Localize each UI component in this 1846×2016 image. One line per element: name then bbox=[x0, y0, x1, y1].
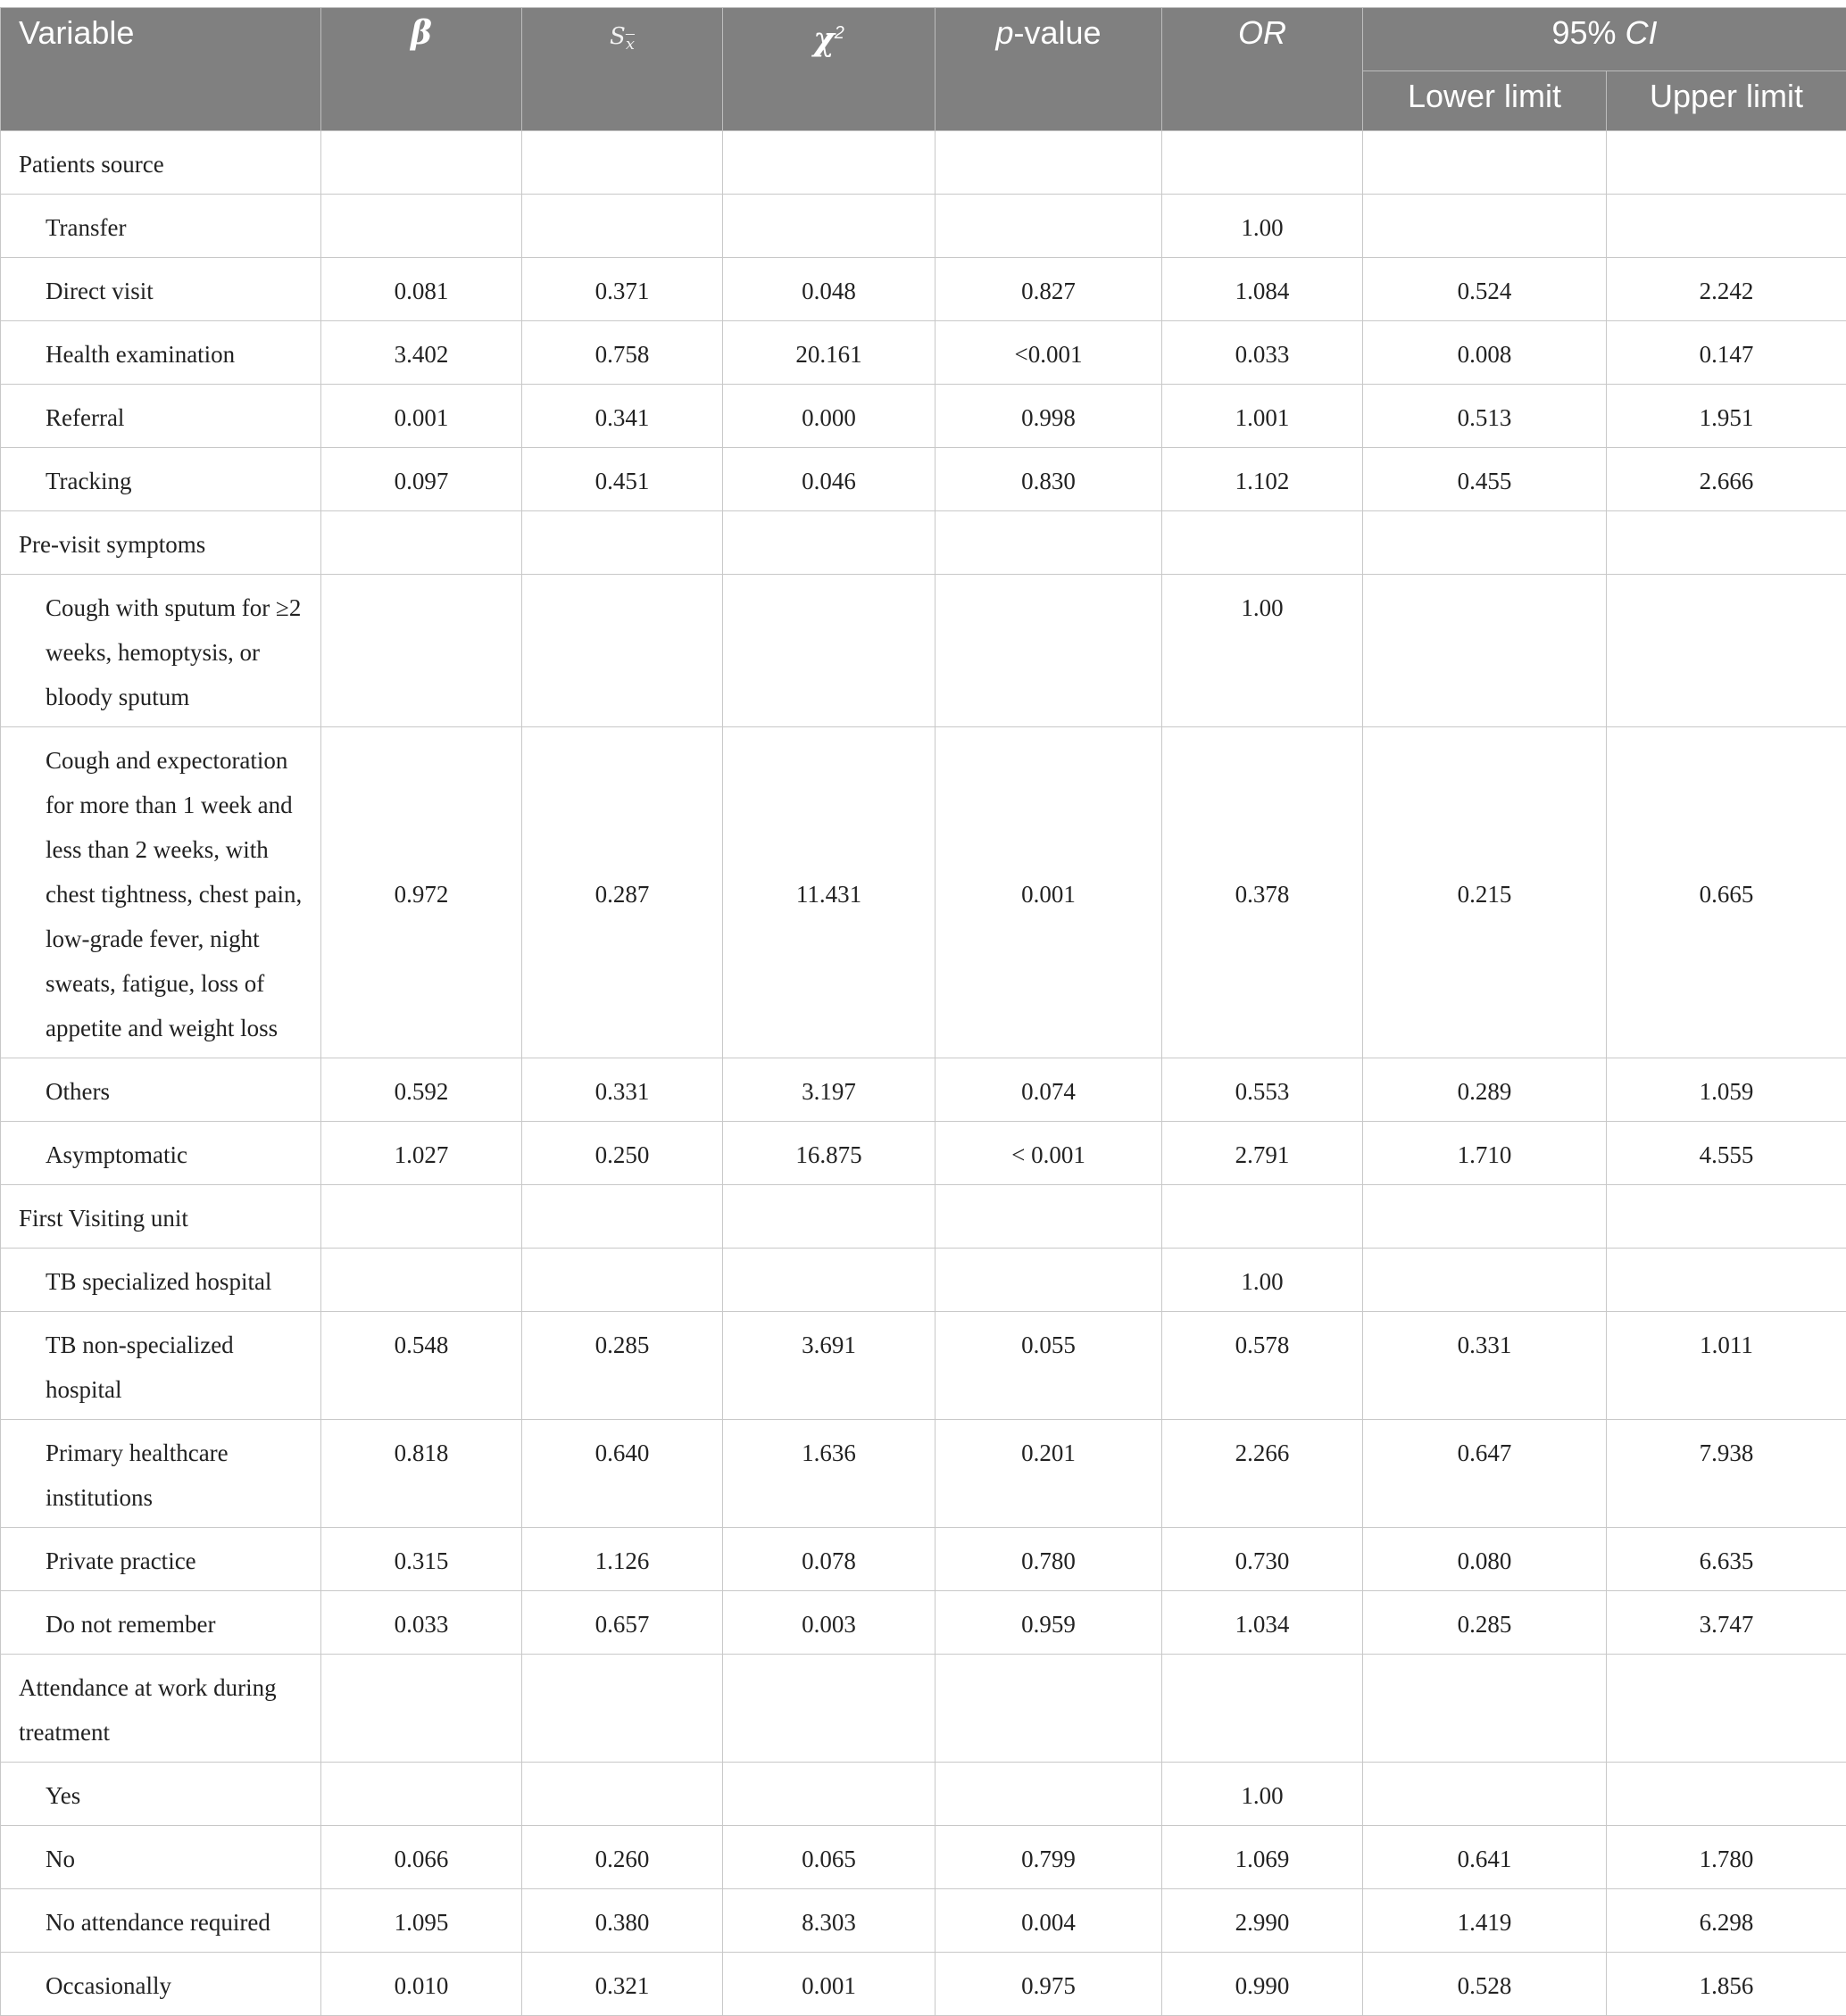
cell-sx: 0.321 bbox=[522, 1953, 723, 2016]
cell-sx: 0.260 bbox=[522, 1826, 723, 1889]
cell-p bbox=[935, 131, 1162, 195]
header-p-value: p-value bbox=[935, 8, 1162, 131]
row-label: Primary healthcare institutions bbox=[1, 1420, 321, 1528]
cell-beta: 0.097 bbox=[321, 448, 522, 511]
group-row bbox=[1, 1655, 1846, 1763]
cell-lower: 0.008 bbox=[1363, 321, 1607, 385]
cell-upper bbox=[1607, 511, 1846, 575]
cell-or: 2.990 bbox=[1162, 1889, 1363, 1953]
cell-lower: 1.419 bbox=[1363, 1889, 1607, 1953]
table-row bbox=[1, 575, 1846, 727]
header-beta: β bbox=[321, 8, 522, 131]
cell-lower: 0.528 bbox=[1363, 1953, 1607, 2016]
table-row bbox=[1, 1889, 1846, 1953]
table-row bbox=[1, 258, 1846, 321]
cell-lower: 0.080 bbox=[1363, 1528, 1607, 1591]
cell-lower: 0.331 bbox=[1363, 1312, 1607, 1420]
cell-upper: 2.242 bbox=[1607, 258, 1846, 321]
cell-lower bbox=[1363, 1249, 1607, 1312]
cell-p: 0.975 bbox=[935, 1953, 1162, 2016]
cell-chi2: 0.065 bbox=[723, 1826, 935, 1889]
cell-or bbox=[1162, 1655, 1363, 1763]
cell-p: 0.055 bbox=[935, 1312, 1162, 1420]
cell-lower bbox=[1363, 1763, 1607, 1826]
row-label: Others bbox=[1, 1058, 321, 1122]
cell-sx: 1.126 bbox=[522, 1528, 723, 1591]
cell-upper: 1.951 bbox=[1607, 385, 1846, 448]
row-label: Cough and expectoration for more than 1 week and less than 2 weeks, with chest tightness, chest pain, low-grade fever, night sweats, fatigue, loss of appetite and weight loss bbox=[1, 727, 321, 1058]
header-upper-limit: Upper limit bbox=[1607, 71, 1846, 131]
cell-p: 0.780 bbox=[935, 1528, 1162, 1591]
cell-or bbox=[1162, 511, 1363, 575]
row-label: Tracking bbox=[1, 448, 321, 511]
cell-beta: 0.001 bbox=[321, 385, 522, 448]
row-label: Transfer bbox=[1, 195, 321, 258]
group-label: Attendance at work during treatment bbox=[1, 1655, 321, 1763]
cell-or: 0.990 bbox=[1162, 1953, 1363, 2016]
table-row bbox=[1, 1420, 1846, 1528]
cell-beta: 3.402 bbox=[321, 321, 522, 385]
cell-chi2: 0.001 bbox=[723, 1953, 935, 2016]
table-row bbox=[1, 1591, 1846, 1655]
table-header bbox=[1, 8, 1846, 131]
regression-table bbox=[0, 7, 1846, 2016]
cell-p: 0.004 bbox=[935, 1889, 1162, 1953]
cell-chi2 bbox=[723, 1763, 935, 1826]
cell-upper bbox=[1607, 131, 1846, 195]
cell-upper bbox=[1607, 195, 1846, 258]
cell-sx: 0.287 bbox=[522, 727, 723, 1058]
table-row bbox=[1, 321, 1846, 385]
cell-upper: 0.665 bbox=[1607, 727, 1846, 1058]
header-variable: Variable bbox=[1, 8, 321, 131]
cell-or: 0.578 bbox=[1162, 1312, 1363, 1420]
cell-lower bbox=[1363, 195, 1607, 258]
cell-lower: 1.710 bbox=[1363, 1122, 1607, 1185]
row-label: No bbox=[1, 1826, 321, 1889]
cell-sx: 0.371 bbox=[522, 258, 723, 321]
group-label: Pre-visit symptoms bbox=[1, 511, 321, 575]
cell-or: 1.034 bbox=[1162, 1591, 1363, 1655]
cell-or: 2.266 bbox=[1162, 1420, 1363, 1528]
row-label: Private practice bbox=[1, 1528, 321, 1591]
cell-upper: 6.635 bbox=[1607, 1528, 1846, 1591]
cell-chi2: 0.048 bbox=[723, 258, 935, 321]
cell-or: 2.791 bbox=[1162, 1122, 1363, 1185]
cell-beta bbox=[321, 195, 522, 258]
row-label: TB specialized hospital bbox=[1, 1249, 321, 1312]
group-row bbox=[1, 131, 1846, 195]
cell-chi2: 3.691 bbox=[723, 1312, 935, 1420]
cell-or: 0.378 bbox=[1162, 727, 1363, 1058]
cell-upper: 3.747 bbox=[1607, 1591, 1846, 1655]
cell-or: 1.00 bbox=[1162, 195, 1363, 258]
cell-beta: 1.095 bbox=[321, 1889, 522, 1953]
cell-or: 1.001 bbox=[1162, 385, 1363, 448]
cell-or: 1.00 bbox=[1162, 1249, 1363, 1312]
cell-upper bbox=[1607, 1249, 1846, 1312]
group-row bbox=[1, 1185, 1846, 1249]
cell-sx bbox=[522, 1185, 723, 1249]
cell-p bbox=[935, 1763, 1162, 1826]
cell-sx bbox=[522, 1249, 723, 1312]
group-row bbox=[1, 511, 1846, 575]
row-label: No attendance required bbox=[1, 1889, 321, 1953]
cell-upper: 6.298 bbox=[1607, 1889, 1846, 1953]
cell-upper: 1.011 bbox=[1607, 1312, 1846, 1420]
cell-chi2: 20.161 bbox=[723, 321, 935, 385]
cell-p: 0.830 bbox=[935, 448, 1162, 511]
table-row bbox=[1, 1763, 1846, 1826]
cell-upper: 0.147 bbox=[1607, 321, 1846, 385]
table-row bbox=[1, 1826, 1846, 1889]
cell-chi2: 0.003 bbox=[723, 1591, 935, 1655]
cell-p bbox=[935, 575, 1162, 727]
cell-beta: 0.010 bbox=[321, 1953, 522, 2016]
cell-or bbox=[1162, 1185, 1363, 1249]
cell-p: 0.074 bbox=[935, 1058, 1162, 1122]
cell-beta bbox=[321, 1185, 522, 1249]
cell-beta bbox=[321, 511, 522, 575]
cell-chi2: 0.078 bbox=[723, 1528, 935, 1591]
cell-chi2 bbox=[723, 131, 935, 195]
cell-upper: 2.666 bbox=[1607, 448, 1846, 511]
cell-p: 0.998 bbox=[935, 385, 1162, 448]
cell-sx: 0.657 bbox=[522, 1591, 723, 1655]
cell-p: 0.827 bbox=[935, 258, 1162, 321]
table-row bbox=[1, 1249, 1846, 1312]
table-row bbox=[1, 385, 1846, 448]
table-row bbox=[1, 1528, 1846, 1591]
cell-chi2 bbox=[723, 511, 935, 575]
group-label: Patients source bbox=[1, 131, 321, 195]
cell-lower: 0.513 bbox=[1363, 385, 1607, 448]
cell-beta bbox=[321, 575, 522, 727]
header-ci: 95% CI bbox=[1363, 8, 1846, 71]
cell-p bbox=[935, 511, 1162, 575]
cell-beta: 0.818 bbox=[321, 1420, 522, 1528]
cell-beta: 0.033 bbox=[321, 1591, 522, 1655]
cell-sx: 0.380 bbox=[522, 1889, 723, 1953]
cell-chi2 bbox=[723, 1655, 935, 1763]
cell-lower bbox=[1363, 131, 1607, 195]
cell-p: 0.799 bbox=[935, 1826, 1162, 1889]
cell-lower bbox=[1363, 1185, 1607, 1249]
table-row bbox=[1, 1122, 1846, 1185]
cell-upper: 4.555 bbox=[1607, 1122, 1846, 1185]
cell-p bbox=[935, 1249, 1162, 1312]
cell-upper bbox=[1607, 1655, 1846, 1763]
cell-upper: 7.938 bbox=[1607, 1420, 1846, 1528]
cell-lower: 0.289 bbox=[1363, 1058, 1607, 1122]
cell-upper bbox=[1607, 1763, 1846, 1826]
cell-chi2: 1.636 bbox=[723, 1420, 935, 1528]
row-label: Health examination bbox=[1, 321, 321, 385]
table-row bbox=[1, 1312, 1846, 1420]
cell-sx bbox=[522, 131, 723, 195]
cell-lower: 0.455 bbox=[1363, 448, 1607, 511]
cell-or: 0.730 bbox=[1162, 1528, 1363, 1591]
cell-upper: 1.059 bbox=[1607, 1058, 1846, 1122]
header-standard-error: $S_{\overline{x}}$ bbox=[522, 8, 723, 131]
cell-lower: 0.524 bbox=[1363, 258, 1607, 321]
cell-chi2 bbox=[723, 1185, 935, 1249]
cell-or: 1.069 bbox=[1162, 1826, 1363, 1889]
cell-or bbox=[1162, 131, 1363, 195]
table-row bbox=[1, 727, 1846, 1058]
cell-sx: 0.285 bbox=[522, 1312, 723, 1420]
row-label: Direct visit bbox=[1, 258, 321, 321]
cell-chi2: 0.000 bbox=[723, 385, 935, 448]
cell-sx: 0.331 bbox=[522, 1058, 723, 1122]
cell-sx: 0.341 bbox=[522, 385, 723, 448]
cell-chi2: 16.875 bbox=[723, 1122, 935, 1185]
table-body bbox=[1, 131, 1846, 2016]
cell-sx bbox=[522, 1763, 723, 1826]
cell-lower: 0.215 bbox=[1363, 727, 1607, 1058]
cell-upper: 1.780 bbox=[1607, 1826, 1846, 1889]
header-or: OR bbox=[1162, 8, 1363, 131]
cell-beta: 0.548 bbox=[321, 1312, 522, 1420]
cell-sx bbox=[522, 511, 723, 575]
table-row bbox=[1, 1953, 1846, 2016]
cell-lower: 0.641 bbox=[1363, 1826, 1607, 1889]
cell-beta: 0.972 bbox=[321, 727, 522, 1058]
cell-p: 0.201 bbox=[935, 1420, 1162, 1528]
cell-sx: 0.451 bbox=[522, 448, 723, 511]
cell-chi2: 0.046 bbox=[723, 448, 935, 511]
cell-beta: 0.066 bbox=[321, 1826, 522, 1889]
cell-p: < 0.001 bbox=[935, 1122, 1162, 1185]
cell-p: <0.001 bbox=[935, 321, 1162, 385]
cell-chi2 bbox=[723, 575, 935, 727]
cell-p bbox=[935, 195, 1162, 258]
cell-chi2: 11.431 bbox=[723, 727, 935, 1058]
header-chi-square: $\chi^2$ bbox=[723, 8, 935, 131]
cell-or: 1.084 bbox=[1162, 258, 1363, 321]
cell-beta: 1.027 bbox=[321, 1122, 522, 1185]
row-label: Cough with sputum for ≥2 weeks, hemoptysis, or bloody sputum bbox=[1, 575, 321, 727]
cell-sx bbox=[522, 195, 723, 258]
row-label: Yes bbox=[1, 1763, 321, 1826]
cell-beta bbox=[321, 1763, 522, 1826]
cell-upper: 1.856 bbox=[1607, 1953, 1846, 2016]
cell-lower: 0.647 bbox=[1363, 1420, 1607, 1528]
cell-sx bbox=[522, 1655, 723, 1763]
cell-sx bbox=[522, 575, 723, 727]
cell-chi2 bbox=[723, 1249, 935, 1312]
cell-or: 1.102 bbox=[1162, 448, 1363, 511]
cell-chi2: 8.303 bbox=[723, 1889, 935, 1953]
cell-p bbox=[935, 1185, 1162, 1249]
row-label: Do not remember bbox=[1, 1591, 321, 1655]
cell-p bbox=[935, 1655, 1162, 1763]
cell-beta bbox=[321, 131, 522, 195]
group-label: First Visiting unit bbox=[1, 1185, 321, 1249]
cell-upper bbox=[1607, 575, 1846, 727]
cell-beta bbox=[321, 1655, 522, 1763]
cell-beta bbox=[321, 1249, 522, 1312]
cell-or: 1.00 bbox=[1162, 1763, 1363, 1826]
cell-or: 0.553 bbox=[1162, 1058, 1363, 1122]
table-row bbox=[1, 195, 1846, 258]
table-row bbox=[1, 1058, 1846, 1122]
cell-chi2 bbox=[723, 195, 935, 258]
row-label: Asymptomatic bbox=[1, 1122, 321, 1185]
cell-sx: 0.758 bbox=[522, 321, 723, 385]
cell-lower bbox=[1363, 1655, 1607, 1763]
cell-upper bbox=[1607, 1185, 1846, 1249]
row-label: Occasionally bbox=[1, 1953, 321, 2016]
cell-p: 0.959 bbox=[935, 1591, 1162, 1655]
cell-sx: 0.640 bbox=[522, 1420, 723, 1528]
cell-beta: 0.081 bbox=[321, 258, 522, 321]
cell-lower: 0.285 bbox=[1363, 1591, 1607, 1655]
table-row bbox=[1, 448, 1846, 511]
cell-or: 1.00 bbox=[1162, 575, 1363, 727]
cell-chi2: 3.197 bbox=[723, 1058, 935, 1122]
cell-beta: 0.315 bbox=[321, 1528, 522, 1591]
row-label: Referral bbox=[1, 385, 321, 448]
cell-beta: 0.592 bbox=[321, 1058, 522, 1122]
cell-lower bbox=[1363, 575, 1607, 727]
cell-p: 0.001 bbox=[935, 727, 1162, 1058]
header-lower-limit: Lower limit bbox=[1363, 71, 1607, 131]
cell-or: 0.033 bbox=[1162, 321, 1363, 385]
cell-lower bbox=[1363, 511, 1607, 575]
row-label: TB non-specialized hospital bbox=[1, 1312, 321, 1420]
cell-sx: 0.250 bbox=[522, 1122, 723, 1185]
